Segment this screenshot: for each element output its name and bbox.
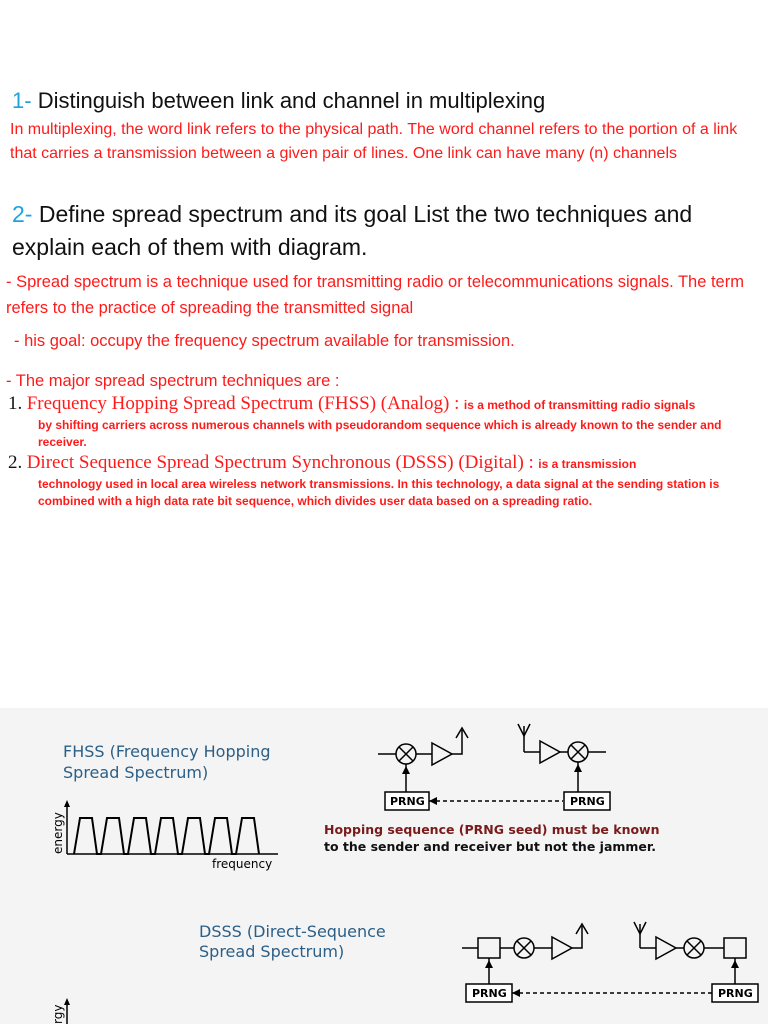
technique-dsss [8,451,760,510]
technique-description: by shifting carriers across numerous channels with pseudorandom sequence which is already known to the sender and receiver. [38,418,722,449]
hop-note-line2: to the sender and receiver but not the jammer. [324,839,657,854]
q2-question: Define spread spectrum and its goal List the two techniques and explain each of them with diagram. [12,201,693,260]
dsss-prng-label-tx: PRNG [472,987,507,1000]
figure-svg [0,708,768,1024]
q1-number: 1- [12,88,32,113]
energy-axis-arrow [64,800,70,807]
fhss-spectrum-plot [51,800,278,871]
receiver-amplifier-icon [540,741,560,763]
dsss-title-line1: DSSS (Direct-Sequence [199,922,386,941]
dsss-amplifier-icon [552,937,572,959]
q2-techniques-intro: - The major spread spectrum techniques are : [6,372,340,390]
fhss-title-line1: FHSS (Frequency Hopping [63,742,271,761]
dsss-block-diagram [462,922,758,1002]
dsss-energy-label-partial: rgy [51,1004,65,1024]
technique-lead: is a transmission [538,457,637,471]
amplifier-icon [432,743,452,765]
technique-number: 2. [8,452,23,473]
q1-question: Distinguish between link and channel in multiplexing [37,88,546,113]
q2-answer-definition: - Spread spectrum is a technique used for transmitting radio or telecommunications signals. The term refers to the practice of spreading the transmitted signal [6,273,744,317]
q2-answer-goal: - his goal: occupy the frequency spectrum available for transmission. [14,332,515,350]
q1-answer: In multiplexing, the word link refers to the physical path. The word channel refers to the portion of a link that carries a transmission between a given pair of lines. One link can have many (n) channels [10,121,738,162]
prng-label-rx: PRNG [570,795,605,808]
technique-fhss [8,392,760,451]
dsss-receiver-amplifier-icon [656,937,676,959]
dsss-prng-label-rx: PRNG [718,987,753,1000]
hop-note-line1: Hopping sequence (PRNG seed) must be known [324,822,660,837]
q1-heading [12,86,545,116]
q2-heading [12,198,762,264]
technique-title: Direct Sequence Spread Spectrum Synchronous (DSSS) (Digital) : [26,452,534,473]
dsss-spectrum-plot-partial [51,998,70,1024]
fhss-block-diagram [378,724,610,810]
technique-number: 1. [8,393,23,414]
frequency-label: frequency [212,857,273,871]
technique-description: technology used in local area wireless network transmissions. In this technology, a data signal at the sending station is combined with a high data rate bit sequence, which divides user data based on a spreading ratio. [38,477,720,508]
energy-label: energy [51,812,65,854]
hopping-waveform [74,818,259,854]
technique-title: Frequency Hopping Spread Spectrum (FHSS) (Analog) : [26,393,460,414]
technique-lead: is a method of transmitting radio signals [463,398,696,412]
data-sink-box [724,938,746,958]
dsss-title-line2: Spread Spectrum) [199,942,345,961]
fhss-title-line2: Spread Spectrum) [63,763,209,782]
data-source-box [478,938,500,958]
q2-number: 2- [12,201,33,227]
prng-label-tx: PRNG [390,795,425,808]
spread-spectrum-figure [0,708,768,1024]
